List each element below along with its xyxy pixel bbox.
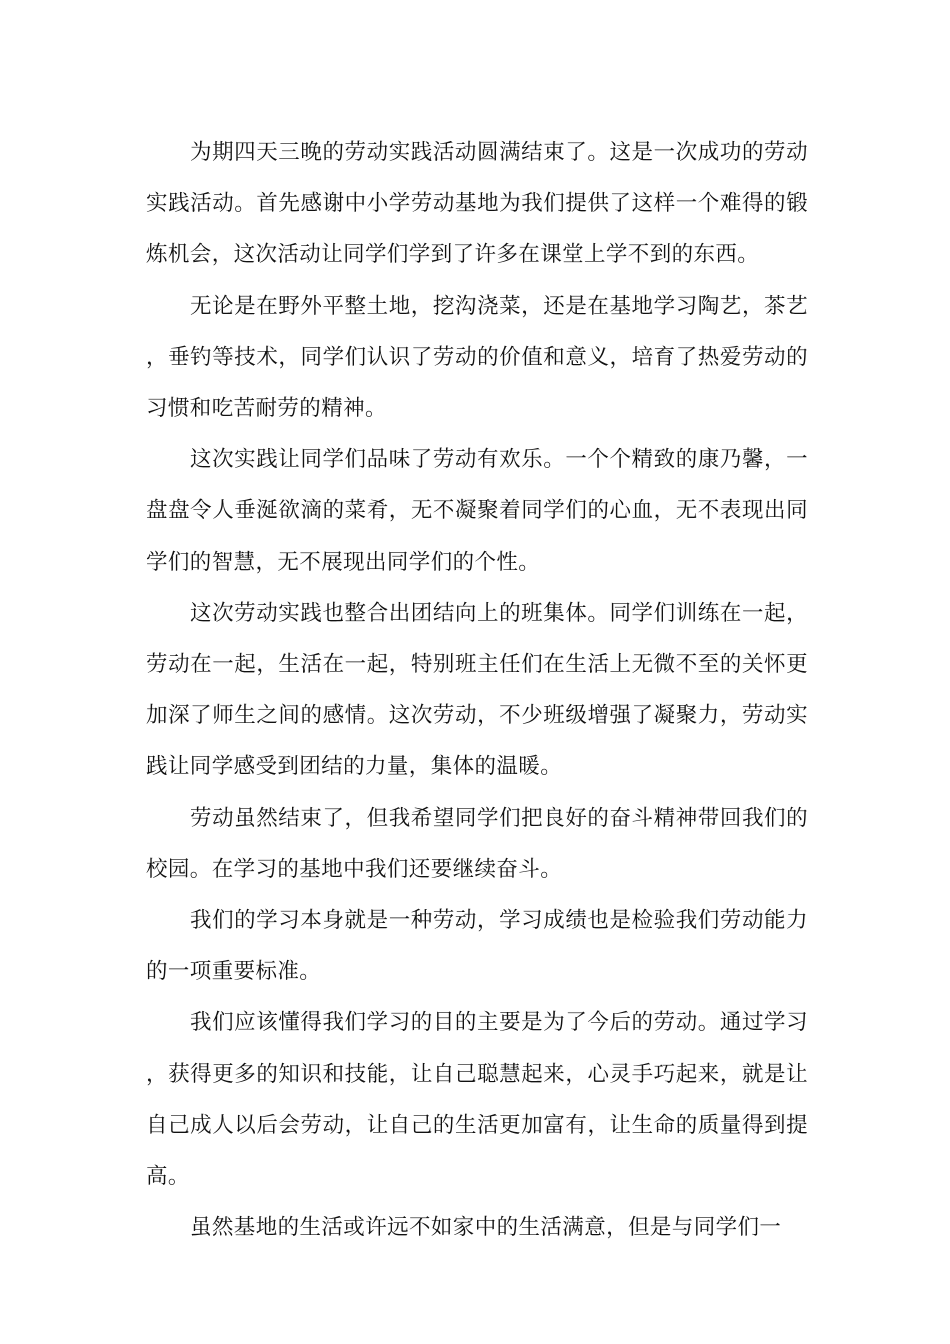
paragraph-4: 这次劳动实践也整合出团结向上的班集体。同学们训练在一起，劳动在一起，生活在一起，特别班主任们在生活上无微不至的关怀更加深了师生之间的感情。这次劳动，不少班级增强了凝聚力，劳动实践让同学感受到团结的力量，集体的温暖。	[146, 600, 808, 780]
paragraph-5: 劳动虽然结束了，但我希望同学们把良好的奋斗精神带回我们的校园。在学习的基地中我们还要继续奋斗。	[146, 805, 808, 882]
paragraph-1: 为期四天三晚的劳动实践活动圆满结束了。这是一次成功的劳动实践活动。首先感谢中小学劳动基地为我们提供了这样一个难得的锻炼机会，这次活动让同学们学到了许多在课堂上学不到的东西。	[146, 140, 808, 268]
paragraph-6: 我们的学习本身就是一种劳动，学习成绩也是检验我们劳动能力的一项重要标准。	[146, 908, 808, 985]
paragraph-7: 我们应该懂得我们学习的目的主要是为了今后的劳动。通过学习，获得更多的知识和技能，让自己聪慧起来，心灵手巧起来，就是让自己成人以后会劳动，让自己的生活更加富有，让生命的质量得到提高。	[146, 1010, 808, 1190]
paragraph-2: 无论是在野外平整土地，挖沟浇菜，还是在基地学习陶艺，茶艺，垂钓等技术，同学们认识了劳动的价值和意义，培育了热爱劳动的习惯和吃苦耐劳的精神。	[146, 293, 808, 422]
paragraph-3: 这次实践让同学们品味了劳动有欢乐。一个个精致的康乃馨，一盘盘令人垂涎欲滴的菜肴，无不凝聚着同学们的心血，无不表现出同学们的智慧，无不展现出同学们的个性。	[146, 447, 808, 575]
document-body	[146, 127, 808, 1253]
paragraph-8: 虽然基地的生活或许远不如家中的生活满意，但是与同学们一	[190, 1215, 782, 1241]
